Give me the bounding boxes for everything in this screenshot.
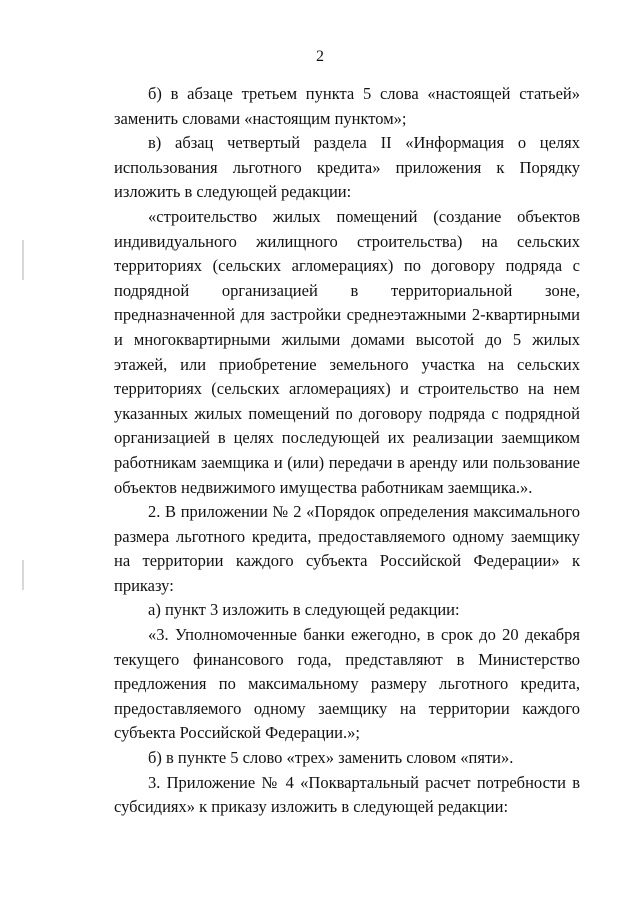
paragraph-appendix-4: 3. Приложение № 4 «Поквартальный расчет потребности в субсидиях» к приказу изложить в следующей редакции:: [114, 772, 580, 817]
scan-margin-mark: [22, 240, 24, 280]
paragraph-amend-5: б) в абзаце третьем пункта 5 слова «настоящей статьей» заменить словами «настоящим пунктом»;: [114, 84, 580, 128]
paragraph-amend-section-2: в) абзац четвертый раздела II «Информация о целях использования льготного кредита» приложения к Порядку изложить в следующей редакции:: [114, 133, 580, 202]
scan-margin-mark: [22, 560, 24, 590]
paragraph-item-5: б) в пункте 5 слово «трех» заменить словом «пяти».: [148, 748, 514, 768]
paragraph-appendix-2: 2. В приложении № 2 «Порядок определения максимального размера льготного кредита, предоставляемого одному заемщику на территории каждого субъекта Российской Федерации» к приказу:: [114, 502, 580, 595]
paragraph-item-3-text: «3. Уполномоченные банки ежегодно, в срок до 20 декабря текущего финансового года, представляют в Министерство предложения по максимальному размеру льготного кредита, предоставляемого одному заемщику на территории каждого субъекта Российской Федерации.»;: [114, 625, 580, 743]
paragraph-item-3-intro: а) пункт 3 изложить в следующей редакции:: [148, 600, 460, 620]
page-number: 2: [316, 48, 324, 65]
document-body: [114, 82, 580, 820]
paragraph-quoted-purpose: «строительство жилых помещений (создание объектов индивидуального жилищного строительства) на сельских территориях (сельских агломерациях) по договору подряда с подрядной организацией в территориальной зоне, предназначенной для застройки среднеэтажными 2-квартирными и многоквартирными жилыми домами высотой до 5 жилых этажей, или приобретение земельного участка на сельских территориях (сельских агломерациях) и строительство на нем указанных жилых помещений по договору подряда с подрядной организацией в целях последующей их реализации заемщиком работникам заемщика и (или) передачи в аренду или пользование объектов недвижимого имущества работникам заемщика.».: [114, 206, 580, 497]
